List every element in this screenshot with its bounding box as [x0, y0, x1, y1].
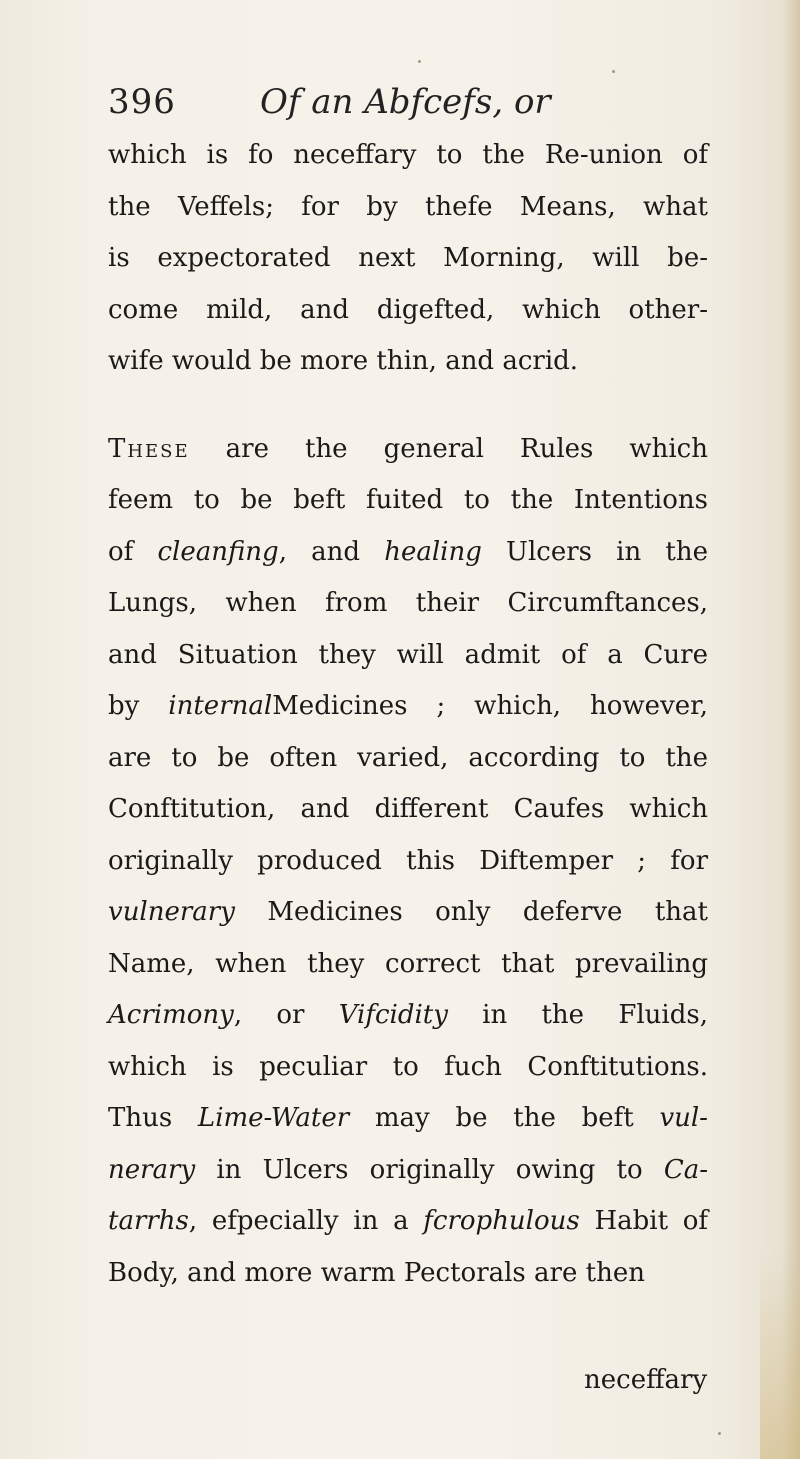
text-run: Habit of	[579, 1206, 709, 1236]
text-run: Ca-	[663, 1154, 708, 1185]
text-run: of	[108, 536, 158, 567]
text-line	[108, 836, 708, 888]
text-run: These	[108, 433, 190, 464]
text-run: by	[108, 691, 169, 721]
paragraph	[108, 130, 708, 388]
text-run: Medicines only deferve that	[234, 897, 708, 927]
text-line	[108, 990, 708, 1042]
ink-speck	[612, 70, 615, 73]
paragraph-gap	[108, 388, 708, 424]
text-run: originally produced this Diftemper ; for	[108, 845, 708, 876]
text-run: fcrophulous	[423, 1206, 580, 1236]
running-head: Of an Abfcefs, or	[260, 82, 551, 122]
text-run: are to be often varied, according to the	[108, 742, 708, 773]
text-run: is expectorated next Morning, will be-	[108, 243, 708, 273]
text-run: vulnerary	[108, 897, 235, 927]
text-line	[108, 424, 708, 476]
text-run: the Veffels; for by thefe Means, what	[108, 191, 708, 222]
text-line	[108, 475, 708, 527]
text-run: Ulcers in the	[481, 536, 708, 567]
text-run: Medicines ; which, however,	[272, 691, 708, 721]
text-run: tarrhs	[108, 1206, 189, 1236]
body-text	[108, 130, 708, 1299]
text-line	[108, 182, 708, 234]
text-run: vul-	[659, 1103, 708, 1133]
page-number: 396	[108, 82, 176, 122]
text-line	[108, 733, 708, 785]
text-run: may be the beft	[349, 1103, 660, 1133]
text-line	[108, 681, 708, 733]
catchword: neceffary	[584, 1365, 708, 1395]
text-line	[108, 939, 708, 991]
text-line	[108, 578, 708, 630]
text-run: Body, and more warm Pectorals are then	[108, 1257, 645, 1288]
text-run: which is fo neceffary to the Re-union of	[108, 140, 708, 170]
text-run: cleanfing	[157, 536, 279, 567]
ink-speck	[718, 1432, 721, 1435]
text-run: Acrimony	[108, 1000, 234, 1030]
text-run: nerary	[108, 1154, 196, 1185]
text-line	[108, 527, 708, 579]
text-run: Lime-Water	[197, 1103, 350, 1133]
page-edge-shadow	[782, 0, 800, 1459]
text-line	[108, 784, 708, 836]
text-run: come mild, and digefted, which other-	[108, 294, 708, 325]
text-run: , or	[233, 1000, 339, 1030]
text-run: , efpecially in a	[188, 1206, 424, 1236]
text-run: Vifcidity	[338, 1000, 448, 1030]
text-run: Conftitution, and different Caufes which	[108, 794, 708, 824]
text-run: and Situation they will admit of a Cure	[108, 639, 708, 670]
text-line	[108, 1248, 708, 1300]
text-line	[108, 887, 708, 939]
text-line	[108, 1093, 708, 1145]
text-line	[108, 130, 708, 182]
text-run: which is peculiar to fuch Conftitutions.	[108, 1051, 708, 1082]
text-line	[108, 285, 708, 337]
text-run: , and	[278, 536, 385, 567]
page-stain	[760, 1250, 800, 1459]
text-line	[108, 233, 708, 285]
text-line	[108, 630, 708, 682]
text-run: Lungs, when from their Circumftances,	[108, 588, 708, 618]
text-run: healing	[384, 536, 482, 567]
text-run: in Ulcers originally owing to	[195, 1154, 664, 1185]
text-run: Thus	[108, 1103, 198, 1133]
text-run: wife would be more thin, and acrid.	[108, 346, 579, 376]
text-run: feem to be beft fuited to the Intentions	[108, 485, 708, 515]
text-line	[108, 1145, 708, 1197]
text-line	[108, 1042, 708, 1094]
text-line	[108, 1196, 708, 1248]
ink-speck	[418, 60, 421, 63]
text-run: Name, when they correct that prevailing	[108, 948, 708, 979]
paragraph	[108, 424, 708, 1300]
text-run: internal	[168, 691, 273, 721]
text-run: in the Fluids,	[447, 1000, 708, 1030]
text-run: are the general Rules which	[189, 433, 708, 464]
text-line	[108, 336, 708, 388]
